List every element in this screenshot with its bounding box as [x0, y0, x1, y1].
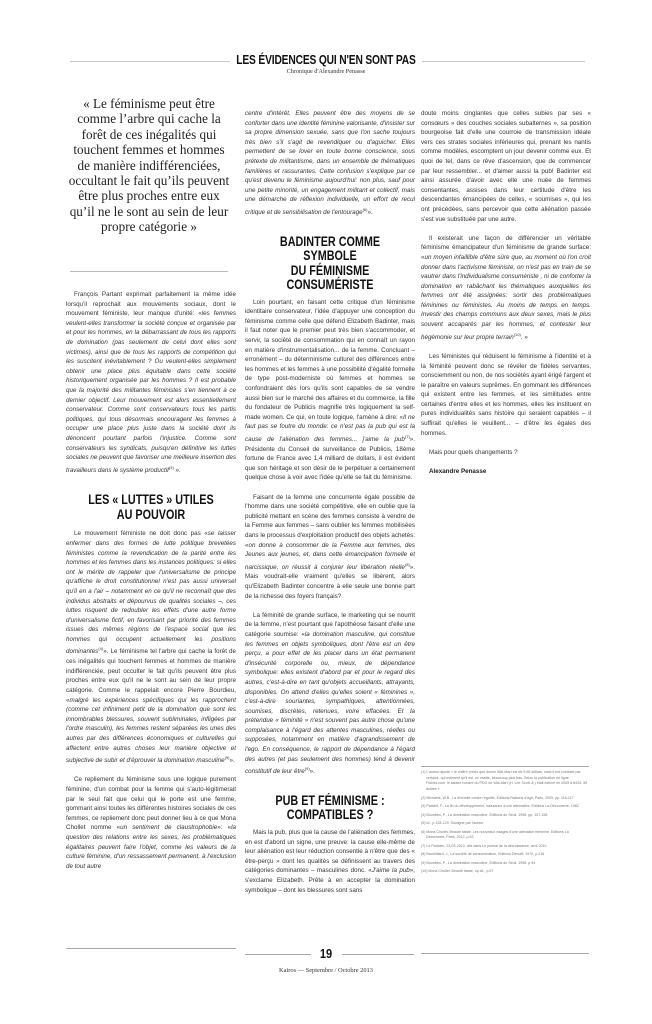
subheading-line: AU POUVOIR [116, 506, 186, 522]
quote-run: J'aime la pub [371, 867, 410, 875]
quote-run: malgré les expériences spécifiques qui les rapprochent (comme cet infiniment petit de la domination que sont les innombrables blessures, souvent subliminales, infligées par l'ordre masculin), les femmes restent séparées les unes des autres par des différences économiques et culturelles qui affectent entre autres choses leur manière objective et subjective de subir et d'éprouver la domination masculine [66, 696, 236, 765]
text-run: »: « [217, 824, 232, 832]
pull-quote-rule [70, 271, 228, 272]
footnote: (10) Mona Chollet, Beauté fatale, op.cit., p.67 [421, 869, 494, 874]
footnote: (6) Mona Chollet, Beauté fatale. Les nouveaux visages d'une aliénation féminine, Editions La Découverte, Paris, 2012, p.63 [421, 829, 569, 840]
quote-run: on donne à consommer de la Femme aux femmes, des Jeunes aux jeunes, et, dans cette émancipation formelle et narcissique, on réussit à conjurer leur libération réelle [245, 541, 415, 571]
text-run: ». [173, 466, 181, 474]
text-run: ». [309, 768, 315, 776]
text-run: ». [229, 757, 235, 765]
paragraph [66, 775, 236, 871]
subheading-pub [262, 794, 398, 823]
subheading-line: LES « LUTTES » UTILES [88, 492, 214, 508]
paragraph [245, 611, 415, 777]
text-run: ». Le féminisme tel l'arbre qui cache la forêt de ces inégalités qui touchent femmes et hommes de manière indifférenciée, peut occulter le fait qu'ils peuvent être plus proches entre eux qu'il ne le sont au sein de leur propre catégorie. Comme le rappelait encore Pierre Bourdieu, « [66, 648, 236, 704]
right-column [421, 109, 591, 477]
section-title: LES ÉVIDENCES QUI N'EN SONT PAS [236, 53, 416, 67]
paragraph [245, 828, 415, 895]
text-run: Il existerait une façon de différencier un véritable féminisme émancipateur d'un féminisme de grande surface: « [421, 234, 591, 261]
quote-run: un moyen infaillible d'être sûre que, au moment où l'on croit donner dans l'activisme féministe, on n'est pas en train de se vautrer dans l'individualisme consumériste , ni de conforter la domination en rabâchant les thématiques auxquelles les femmes ont été assignées: sortir des problématiques féminines ou féministes. Au moins de temps en temps. Investir des champs communs aux deux sexes, mais le plus souvent accaparés par les hommes, et contester leur hégémonie sur leur propre terrain [421, 253, 591, 341]
footnote: (9) Bourdieu, P., La domination masculine, Editions du Seuil, 1998, p.94 [421, 860, 536, 865]
paragraph [245, 493, 415, 602]
text-run: Ce repliement du féminisme sous une logique purement féminine, d'un combat pour la femme qui s'auto-légitimerait par le seul fait que celui qui le porte est une femme, gommant ainsi toutes les différentes histoires sociales de ces femmes, ce repliement donc peut donner lieu à ce que Mona Chollet nomme « [66, 776, 236, 832]
footnote: (5) Id., p.128-129. Souligné par l'auteur [421, 821, 484, 826]
text-run: ». Mais voudrait-elle vraiment qu'elles se libèrent, alors qu'Elizabeth Badinter concentre à elle seule une bonne part de la richesse des foyers français? [245, 563, 415, 600]
paragraph [421, 234, 591, 343]
footnote-ref: (6) [362, 206, 368, 212]
paragraph [66, 529, 236, 765]
subheading-line: COMPATIBLES ? [286, 807, 374, 823]
section-subtitle: Chronique d'Alexandre Penasse [286, 68, 366, 75]
footnote: (8) Baudrillard, J., La société de consommation, Editions Denoël, 1970, p.216 [421, 852, 545, 857]
footnote-ref: (8) [404, 561, 410, 567]
text-run: La féminité de grande surface, le marketing qui se nourrit de la femme, n'est pourtant que l'apothéose faisant d'elle une catégorie soumise: « [245, 611, 415, 638]
footnote: (1) L'auteur ajoute « le chiffre précis que donne Wal-Mart est de 9,68 dollars, mais il est contesté par certains, qui estiment qu'il est, en réalité, beaucoup plus bas. Selon la publication en ligne Forbes.com, le salaire horaire du PDG de Wal-Mart (H. Lee Scott Jr.) était estimé en 2005 à 8434, 49 dollars » [421, 770, 588, 792]
paragraph [245, 298, 415, 483]
footnote-ref: (3) [168, 464, 174, 470]
subheading-luttes [83, 493, 219, 522]
quote-run: la domination masculine, qui constitue les femmes en objets symboliques, dont l'être est un être perçu, a pour effet de les placer dans un état permanent d'insécurité corporelle ou, mieux, de dépendance symbolique: elles existent d'abord par et pour le regard des autres, c'est-à-dire en tant qu'objets accueillants, attrayants, disponibles. On attend d'elles qu'elles soient « féminines », c'est-à-dire souriantes, sympathiques, attentionnées, soumises, discrètes, retenues, voire effacées. Et la prétendue « féminité » n'est souvent pas autre chose qu'une complaisance à l'égard des attentes masculines, réelles ou supposées, notamment en matière d'agrandissement de l'ego. En conséquence, le rapport de dépendance à l'égard des autres (et pas seulement des hommes) tend à devenir constitutif de leur être [245, 630, 415, 776]
footnote-ref: (4) [98, 646, 104, 652]
subheading-badinter [262, 235, 398, 293]
author-signature: Alexandre Penasse [429, 468, 487, 476]
closing-question: Mais pour quels changements ? [429, 448, 518, 456]
quote-run: les femmes veulent-elles transformer la société conçue et organisée par et pour les hommes, en la débarrassant de tous les rapports de domination (pas seulement de celui dont elles sont victimes), ainsi que de tous les rapports de compétition qui les suscitent inévitablement ? Ou veulent-elles simplement obtenir une place plus équitable dans cette société historiquement organisée par les hommes ? Il est probable que la majorité des militantes féministes s'en tiennent à ce dernier objectif. Leur mouvement est alors essentiellement conservateur. Comme sont conservateurs tous les partis politiques, qui tous désormais encouragent les femmes à occuper une place plus juste dans la société dont ils dénoncent pourtant parfois l'injustice. Comme sont conservateurs les syndicats, puisqu'en définitive les luttes sociales ne peuvent que favoriser une meilleure insertion des travailleurs dans le système productif [66, 310, 237, 474]
paragraph: Les féministes qui réduisent le féminisme à l'identité et à la féminité peuvent donc se révéler de fidèles servantes, consciemment ou non, de nos sociétés ayant érigé l'argent et le paraître en valeurs suprêmes. En gommant les différences qui existent entre les femmes, et les similitudes entre certaines d'entre elles et les hommes, elles les instituent en pures individualités sans histoire qui seraient capables – il suffirait qu'elles le veuillent... – d'être les égales des hommes. [421, 352, 591, 437]
subheading-line: PUB ET FÉMINISME : [275, 792, 385, 808]
text-run: ». Présidente du Conseil de surveillance de Publicis, 18ème fortune de France avec 1,4 milliard de dollars, il est évident que son héritage et son désir de le perpétuer a certainement quelque chose à voir avec l'idée qu'elle se fait du féminisme. [245, 436, 415, 482]
text-run: François Partant exprimait parfaitement la même idée lorsqu'il reprochait aux mouvements sociaux, dont le mouvement féministe, leur manque d'unité: « [66, 291, 236, 318]
text-run: Mais la pub, plus que la cause de l'aliénation des femmes, en est d'abord un signe, une preuve: la cause elle-même de leur aliénation est leur réduction consentie à n'être que des « être-perçu » dont les qualités se définissent au travers des catégories dominantes – masculines donc. « [245, 828, 415, 875]
footnote: (7) Le Parisien, 23-03-2010, cité dans Le journal de la décroissance, avril 2010 [421, 843, 547, 848]
footnote: (2) Michaels, W.B., La diversité contre l'égalité, Éditions Raisons d'agir, Paris, 2009, pp. 116-117 [421, 795, 574, 800]
footnote: (3) Partant, F., La fin du développement, naissance d'une alternative, Editions La Découverte, 1982 [421, 804, 579, 809]
quote-run: la question des relations entre les sexes, les problématiques égalitaires peuvent faire l'objet, comme les valeurs de la culture féminine, d'un ressassement permanent, à l'exclusion de tout autre [66, 824, 236, 870]
quote-run: se laisser enfermer dans des formes de lutte politique brevetées féministes comme la revendication de la parité entre les hommes et les femmes dans les instances politiques: si elles ont le mérite de rappeler que l'universalisme de principe qu'affiche le droit constitutionnel n'est pas aussi universel qu'il en a l'air – notamment en ce qu'il ne reconnaît que des individus abstraits et dépourvus de qualités sociales –, ces luttes risquent de redoubler les effets d'une autre forme d'universalisme fictif, en favorisant par priorité des femmes issues des mêmes régions de l'espace social que les hommes qui occupent actuellement les positions dominantes [66, 530, 236, 656]
paragraph: doute moins cinglantes que celles subies par ses « consœurs » des couches sociales subalternes », sa position bourgeoise fait d'elle une courroie de transmission idéale vers ces strates sociales inférieures qui, prenant les nantis comme modèles, escomptent un jour devenir comme eux. Et quoi de tel, dans ce rêve d'ascension, que de commencer par leur ressembler... et d'aimer aussi la pub! Badinter est ainsi assurée d'avoir avec elle une nuée de femmes consentantes, assises dans leur certitude d'être les descendantes émancipées de celles, « soumises », qui les ont précédées, sans percevoir que cette aliénation passée s'est vue substituée par une autre. [421, 110, 591, 223]
footnote: (4) Bourdieu, P., La domination masculine, Editions du Seuil, 1998, pp. 157-158 [421, 812, 548, 817]
text-run: ». [367, 209, 373, 217]
quote-run: centre d'intérêt. Elles peuvent être des moyens de se conforter dans une identité féminine valorisante, d'insister sur sa propre dimension sexuée, sans que l'on sache toujours très bien s'il s'agit de revendiquer ou d'aguicher. Elles permettent de se lover en toute bonne conscience, sous prétexte de militantisme, dans un ensemble de thématiques familières et rassurantes. Cette confusion s'explique par ce qu'est devenu le féminisme aujourd'hui: non plus, sauf pour une petite minorité, un engagement militant et collectif, mais une démarche de réflexion individuelle, un effort de recul critique et de sensibilisation de l'entourage [245, 110, 415, 217]
paragraph [245, 109, 415, 218]
text-run: . » [520, 333, 528, 341]
subheading-line: BADINTER COMME SYMBOLE [279, 233, 381, 264]
text-run: Le mouvement féministe ne doit donc pas « [74, 530, 208, 538]
paragraph [66, 290, 236, 475]
footnote-ref: (9) [304, 766, 310, 772]
quote-run: un sentiment de claustrophobie [120, 824, 218, 832]
middle-column [245, 109, 415, 895]
text-run: Faisant de la femme une concurrente égale possible de l'homme dans une société compétitive, elle en oublie que la publicité mettant en scène des femmes consiste à vendre de la Femme aux femmes – sans oublier les femmes mobilisées dans le processus d'exploitation productif des objets achetés: « [245, 493, 415, 549]
footnotes [421, 770, 589, 878]
text-run: Loin pourtant, en faisant cette critique d'un féminisme identitaire conservateur, l'idée d'appuyer une conception du féminisme comme celle que défend Elizabeth Badinter, mais il faut noter que le premier peut très bien s'accommoder, et servir, la société de consommation qui en connaît un rayon en matière d'instrumentalisation... de la femme. Concluant – erronément – du déterminisme culturel des différences entre les hommes et les femmes à une possibilité d'égalité formelle de type post-moderniste où femmes et hommes se confondraient dès lors qu'ils sont capables de se vendre aussi bien sur le marché des affaires et du commerce, la fille du fondateur de Publicis magnifie très logiquement la self-made women. Ce qui, en toute logique, l'amène à dire: « [245, 298, 415, 421]
subheading-line: DU FÉMINISME CONSUMÉRISTE [286, 262, 374, 293]
notes-rule [421, 766, 589, 767]
left-column [66, 290, 236, 871]
footnote-ref: (10) [513, 331, 521, 337]
footnote-ref: (5) [224, 755, 230, 761]
footnote-ref: (7) [404, 433, 410, 439]
text-run: », s'exclame Elizabeth. Prête à en accepter la domination symbolique – dont les blessures sont sans [245, 867, 415, 894]
page-number: 19 [319, 946, 333, 961]
pull-quote: « Le féminisme peut être comme l’arbre qui cache la forêt de ces inégalités qui touchent femmes et hommes de manière indifférenciées, occultant le fait qu’ils peuvent être plus proches entre eux qu’il ne le sont au sein de leur propre catégorie » [68, 96, 230, 235]
publication-footer: Kairos — Septembre / Octobre 2013 [279, 967, 373, 974]
quote-run: Il ne faut pas se foutre du monde: ce n'est pas la pub qui est la cause de l'aliénation des femmes... j'aime la pub [245, 413, 415, 443]
